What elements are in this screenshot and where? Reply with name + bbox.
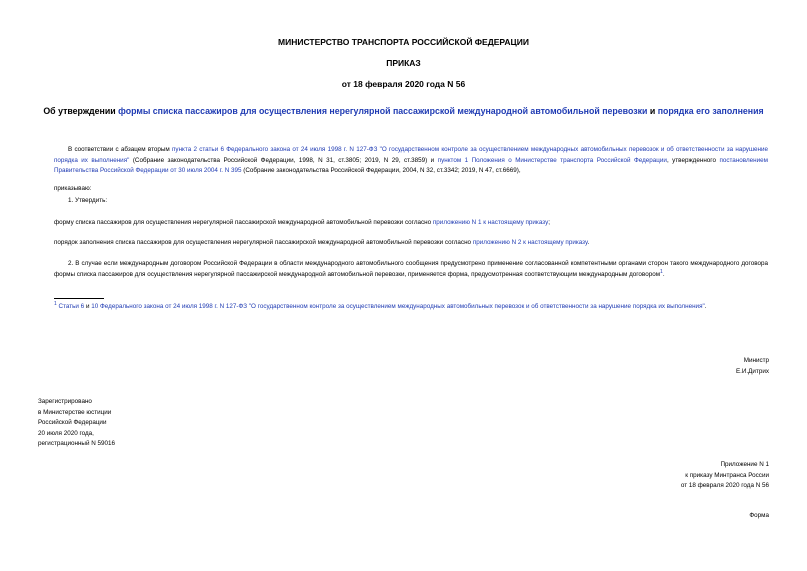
preamble-text-1: В соответствии с абзацем вторым — [68, 146, 173, 153]
registration-line: 20 июля 2020 года, — [38, 429, 94, 437]
registration-line: Российской Федерации — [38, 419, 107, 426]
form-approval-line — [54, 218, 550, 229]
preamble-text-3: , утвержденного — [666, 156, 720, 164]
preamble-text-4: (Собрание законодательства Российской Федерации, 2004, N 32, ст.3342; 2019, N 47, ст.6669), — [241, 167, 521, 174]
registration-line: регистрационный N 59016 — [38, 440, 116, 447]
preamble-text-2: (Собрание законодательства Российской Федерации, 1998, N 31, ст.3805; 2019, N 29, ст.3859) и — [129, 156, 438, 164]
item-2-end: . — [662, 270, 665, 278]
title-link-order[interactable]: порядка его заполнения — [657, 106, 764, 116]
title-link-form[interactable]: формы списка пассажиров для осуществления нерегулярной пассажирской международной автомобильной перевозки — [118, 106, 648, 116]
preamble-link-law[interactable]: пункта 2 статьи 6 Федерального закона от 24 июля 1998 г. N 127-ФЗ "О государственном контроле за осуществлением международных автомобильных перевозок и об ответственности за нарушение порядка их выполнения" — [54, 146, 768, 164]
preamble-link-decree[interactable]: постановлением Правительства Российской Федерации от 30 июля 2004 г. N 395 — [54, 156, 768, 174]
order-line-end: . — [587, 239, 590, 246]
footnote-divider — [54, 298, 104, 299]
form-line-end: ; — [548, 219, 550, 226]
preamble-paragraph — [54, 145, 768, 177]
title-prefix: Об утверждении — [43, 106, 119, 116]
document-title — [0, 106, 807, 116]
appendix-line: Приложение N 1 — [720, 461, 769, 468]
ministry-heading: МИНИСТЕРСТВО ТРАНСПОРТА РОССИЙСКОЙ ФЕДЕРАЦИИ — [278, 37, 529, 47]
footnote-link-article-6[interactable]: Статьи 6 — [58, 303, 85, 310]
footnote-mark: 1 — [54, 300, 57, 307]
footnote-reference[interactable]: 1 — [660, 268, 663, 275]
item-2-text: 2. В случае если международным договором Российской Федерации в области международного автомобильного сообщения предусмотрено применение согласованной компетентными органами сторон такого международного договора формы списка пассажиров для осуществления нерегулярной пассажирской международной автомобильной перевозки, применяется форма, предусмотренная соответствующим международным договором — [54, 260, 768, 278]
document-date-number: от 18 февраля 2020 года N 56 — [341, 79, 466, 89]
order-word: приказываю: — [54, 185, 92, 192]
appendix-2-link[interactable]: приложению N 2 к настоящему приказу — [472, 239, 588, 246]
footnote-text: и — [84, 303, 92, 310]
registration-line: Зарегистрировано — [38, 398, 92, 405]
order-line-text: порядок заполнения списка пассажиров для осуществления нерегулярной пассажирской международной автомобильной перевозки согласно — [54, 239, 473, 246]
appendix-line: от 18 февраля 2020 года N 56 — [680, 482, 769, 489]
form-line-text: форму списка пассажиров для осуществления нерегулярной пассажирской международной автомобильной перевозки согласно — [54, 219, 433, 226]
footnote — [54, 302, 768, 313]
signatory-name: Е.И.Дитрих — [735, 368, 769, 375]
preamble-link-regulation[interactable]: пунктом 1 Положения о Министерстве транспорта Российской Федерации — [437, 156, 667, 164]
item-1: 1. Утвердить: — [68, 197, 108, 204]
registration-block — [38, 397, 115, 450]
registration-line: в Министерстве юстиции — [38, 408, 112, 416]
signatory-position: Министр — [743, 357, 769, 364]
document-type: ПРИКАЗ — [386, 58, 421, 68]
appendix-line: к приказу Минтранса России — [685, 471, 769, 479]
title-middle: и — [647, 106, 658, 116]
item-2-paragraph — [54, 259, 768, 280]
footnote-end: . — [704, 303, 707, 310]
appendix-block — [681, 460, 769, 492]
order-approval-line — [54, 238, 589, 249]
appendix-1-link[interactable]: приложению N 1 к настоящему приказу — [432, 219, 549, 226]
footnote-link-article-10[interactable]: 10 Федерального закона от 24 июля 1998 г. N 127-ФЗ "О государственном контроле за осуществлением международных автомобильных перевозок и об ответственности за нарушение порядка их выполнения" — [91, 303, 705, 310]
form-label: Форма — [749, 512, 769, 519]
